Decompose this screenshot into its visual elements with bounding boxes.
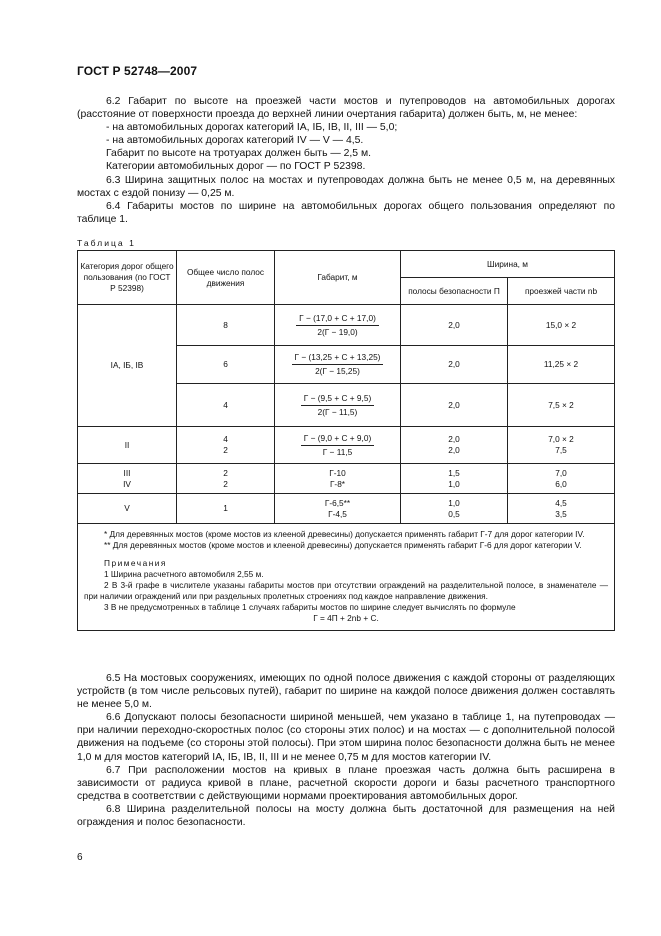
gabarit-denominator: 2(Г − 19,0) — [317, 326, 358, 337]
gabarit-denominator: Г − 11,5 — [322, 446, 353, 457]
footnote-1: * Для деревянных мостов (кроме мостов из клееной древесины) допускается применять габарит Г-7 для дорог категории IV. — [104, 529, 585, 539]
cell-lanes: 4 — [177, 384, 275, 427]
cell-safety — [401, 494, 508, 524]
col-header-category: Категория дорог общего пользования (по ГОСТ Р 52398) — [78, 251, 177, 305]
cell-gabarit-2: Г-4,5 — [328, 508, 347, 519]
cell-safety-1: 1,5 — [448, 467, 460, 478]
cell-lanes — [177, 464, 275, 494]
cell-gabarit — [275, 427, 401, 464]
cell-safety: 2,0 — [401, 305, 508, 346]
section-6-2-to-6-4 — [77, 95, 615, 226]
footnote-2: ** Для деревянных мостов (кроме мостов и клееной древесины) допускается применять габарит Г-6 для дорог категории V. — [104, 540, 582, 550]
cell-carriageway-2: 7,5 — [555, 445, 567, 455]
cell-lanes-2: 2 — [223, 478, 228, 489]
col-header-carriageway: проезжей части nb — [508, 278, 615, 305]
note-1: 1 Ширина расчетного автомобиля 2,55 м. — [104, 569, 264, 579]
cell-gabarit — [275, 305, 401, 346]
cell-carriageway: 11,25 × 2 — [508, 346, 615, 384]
cell-lanes-2: 2 — [223, 445, 228, 455]
gabarit-denominator: 2(Г − 15,25) — [315, 366, 360, 376]
col-header-lanes: Общее число полос движения — [177, 251, 275, 305]
cell-lanes: 1 — [177, 494, 275, 524]
gabarit-numerator: Г − (9,5 + С + 9,5) — [301, 393, 374, 406]
table-row — [78, 464, 615, 494]
cell-category-1: III — [123, 467, 131, 478]
para-6-6: 6.6 Допускают полосы безопасности шириной меньшей, чем указано в таблице 1, на путепроводах — при наличии переходно-скоростных полос (со стороны этих полос) и на мостах — с дополнительной полосой движения на подъеме (со стороны этой полосы). При этом ширина полос безопасности должна быть не менее 1,0 м для мостов категорий IА, IБ, IВ, II, III и не менее 0,75 м для мостов категории IV. — [77, 712, 615, 763]
gabarit-numerator: Г − (13,25 + С + 13,25) — [292, 352, 384, 365]
cell-gabarit-1: Г-6,5** — [324, 497, 351, 508]
cell-category: V — [78, 494, 177, 524]
cell-safety-1: 1,0 — [448, 497, 460, 508]
cell-category-2: IV — [123, 478, 131, 489]
cell-safety-2: 0,5 — [448, 508, 460, 519]
cell-gabarit — [275, 384, 401, 427]
cell-lanes: 6 — [177, 346, 275, 384]
cell-carriageway-2: 3,5 — [555, 508, 567, 519]
table-caption: Таблица 1 — [77, 238, 136, 248]
cell-carriageway-2: 6,0 — [555, 478, 567, 489]
col-header-width: Ширина, м — [401, 251, 615, 278]
note-3: 3 В не предусмотренных в таблице 1 случаях габариты мостов по ширине следует вычислять по формуле — [104, 602, 516, 612]
table-notes-row — [78, 524, 615, 631]
para-6-2-item-1: - на автомобильных дорогах категорий IА, IБ, IВ, II, III — 5,0; — [106, 122, 398, 134]
notes-title: Примечания — [104, 558, 167, 568]
cell-carriageway-1: 7,0 — [555, 467, 567, 478]
cell-lanes-1: 2 — [223, 467, 228, 478]
cell-gabarit — [275, 464, 401, 494]
cell-gabarit-1: Г-10 — [329, 467, 346, 478]
cell-safety — [401, 464, 508, 494]
cell-safety — [401, 427, 508, 464]
section-6-5-to-6-8 — [77, 672, 615, 829]
cell-carriageway — [508, 494, 615, 524]
para-6-5: 6.5 На мостовых сооружениях, имеющих по одной полосе движения с каждой стороны от разделяющих устройств (в том числе рельсовых путей), габарит по ширине на каждой полосе движения должен составлять не менее 5,0 м. — [77, 673, 615, 711]
cell-gabarit — [275, 494, 401, 524]
page-number: 6 — [77, 852, 83, 863]
cell-carriageway: 7,5 × 2 — [508, 384, 615, 427]
cell-gabarit-2: Г-8* — [329, 478, 346, 489]
cell-safety: 2,0 — [401, 384, 508, 427]
document-header: ГОСТ Р 52748—2007 — [77, 64, 198, 78]
cell-carriageway — [508, 427, 615, 464]
cell-carriageway-1: 4,5 — [555, 497, 567, 508]
cell-lanes — [177, 427, 275, 464]
cell-carriageway — [508, 464, 615, 494]
cell-lanes: 8 — [177, 305, 275, 346]
cell-category: II — [78, 427, 177, 464]
cell-carriageway: 15,0 × 2 — [508, 305, 615, 346]
gabarit-numerator: Г − (9,0 + С + 9,0) — [301, 433, 374, 446]
cell-gabarit — [275, 346, 401, 384]
cell-lanes-1: 4 — [223, 434, 228, 444]
para-6-2-sidewalk: Габарит по высоте на тротуарах должен быть — 2,5 м. — [106, 148, 372, 160]
formula: Г = 4П + 2nb + С. — [313, 613, 379, 623]
table-row — [78, 427, 615, 464]
cell-category: IА, IБ, IВ — [78, 305, 177, 427]
col-header-safety-strip: полосы безопасности П — [401, 278, 508, 305]
cell-safety: 2,0 — [401, 346, 508, 384]
gabarit-numerator: Г − (17,0 + С + 17,0) — [296, 313, 379, 326]
table-1 — [77, 250, 615, 631]
note-2: 2 В 3-й графе в числителе указаны габариты мостов при отсутствии ограждений на разделительной полосе, в знаменателе — при наличии ограждений или при раздельных пролетных строениях под каждое направление движения. — [84, 580, 608, 601]
cell-carriageway-1: 7,0 × 2 — [548, 434, 574, 444]
para-6-4: 6.4 Габариты мостов по ширине на автомобильных дорогах общего пользования определяют по таблице 1. — [77, 200, 615, 225]
cell-safety-2: 2,0 — [448, 445, 460, 455]
table-notes — [78, 524, 615, 631]
para-6-3: 6.3 Ширина защитных полос на мостах и путепроводах должна быть не менее 0,5 м, на деревянных мостах с ездой понизу — 0,25 м. — [77, 174, 615, 199]
table-row — [78, 494, 615, 524]
para-6-2: 6.2 Габарит по высоте на проезжей части мостов и путепроводов на автомобильных дорогах (расстояние от поверхности проезда до верхней линии очертания габарита) должен быть, м, не менее: — [77, 96, 615, 121]
cell-safety-1: 2,0 — [448, 434, 460, 444]
gabarit-denominator: 2(Г − 11,5) — [317, 406, 358, 417]
para-6-7: 6.7 При расположении мостов на кривых в плане проезжая часть должна быть расширена в зависимости от радиуса кривой в плане, расчетной скорости дороги и базы расчетного транспортного средства в соответствии с действующими нормами проектирования автомобильных дорог. — [77, 764, 615, 802]
table-row — [78, 305, 615, 346]
col-header-gabarit: Габарит, м — [275, 251, 401, 305]
para-6-8: 6.8 Ширина разделительной полосы на мосту должна быть достаточной для размещения на ней ограждения и полос безопасности. — [77, 803, 615, 829]
para-6-2-categories: Категории автомобильных дорог — по ГОСТ Р 52398. — [106, 161, 366, 173]
cell-safety-2: 1,0 — [448, 478, 460, 489]
para-6-2-item-2: - на автомобильных дорогах категорий IV — V — 4,5. — [106, 135, 364, 147]
cell-category — [78, 464, 177, 494]
